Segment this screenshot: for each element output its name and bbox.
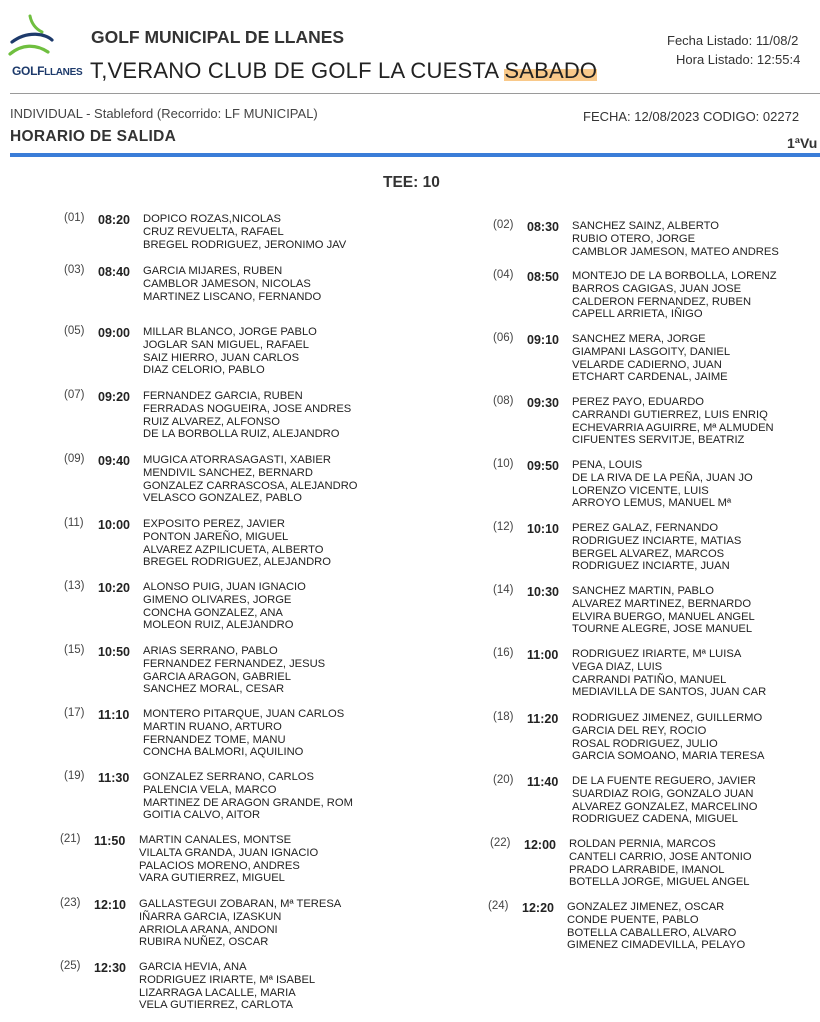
group-number: (11) — [64, 517, 84, 529]
player-name: GOITIA CALVO, AITOR — [143, 809, 261, 822]
group-time: 08:50 — [527, 270, 559, 284]
tournament-title — [90, 58, 597, 84]
player-name: MARTIN CANALES, MONTSE — [139, 834, 292, 846]
player-name: PEREZ GALAZ, FERNANDO — [572, 522, 719, 534]
player-name: GIMENEZ CIMADEVILLA, PELAYO — [567, 939, 746, 952]
player-name: GARCIA ARAGON, GABRIEL — [143, 670, 291, 683]
group-time: 12:10 — [94, 898, 126, 912]
player-name: MUGICA ATORRASAGASTI, XABIER — [143, 454, 331, 466]
player-name: BERGEL ALVAREZ, MARCOS — [572, 547, 725, 560]
group-players — [572, 396, 774, 447]
group-time: 09:10 — [527, 333, 559, 347]
player-name: VELA GUTIERREZ, CARLOTA — [139, 999, 293, 1012]
player-name: GONZALEZ SERRANO, CARLOS — [143, 771, 314, 783]
player-name: MENDIVIL SANCHEZ, BERNARD — [143, 466, 313, 479]
group-players — [572, 775, 757, 826]
player-name: CAPELL ARRIETA, IÑIGO — [572, 308, 703, 321]
group-players — [143, 771, 353, 822]
player-name: IÑARRA GARCIA, IZASKUN — [139, 910, 282, 923]
group-players — [139, 834, 318, 885]
group-time: 09:20 — [98, 390, 130, 404]
header-divider — [10, 93, 820, 94]
group-players — [572, 459, 753, 510]
group-players — [567, 901, 745, 952]
group-number: (08) — [493, 395, 514, 407]
player-name: SANCHEZ MARTIN, PABLO — [572, 585, 714, 597]
player-name: RODRIGUEZ IRIARTE, Mª LUISA — [572, 648, 742, 660]
player-name: FERNANDEZ TOME, MANU — [143, 733, 286, 746]
group-number: (14) — [493, 584, 514, 596]
group-players — [139, 961, 315, 1012]
club-logo-text — [12, 64, 82, 78]
logo-text-golf: GOLF — [12, 64, 45, 78]
group-number: (17) — [64, 707, 85, 719]
player-name: CONCHA GONZALEZ, ANA — [143, 606, 283, 619]
player-name: SANCHEZ MERA, JORGE — [572, 333, 706, 345]
player-name: CARRANDI GUTIERREZ, LUIS ENRIQ — [572, 408, 768, 421]
player-name: EXPOSITO PEREZ, JAVIER — [143, 518, 285, 530]
group-number: (10) — [493, 458, 514, 470]
player-name: VILALTA GRANDA, JUAN IGNACIO — [139, 846, 319, 859]
player-name: ALONSO PUIG, JUAN IGNACIO — [143, 581, 306, 593]
tee-label: TEE: 10 — [383, 174, 440, 191]
player-name: PEREZ PAYO, EDUARDO — [572, 396, 704, 408]
group-players — [572, 712, 765, 763]
group-time: 08:40 — [98, 265, 130, 279]
player-name: GONZALEZ CARRASCOSA, ALEJANDRO — [143, 479, 358, 492]
group-number: (15) — [64, 644, 85, 656]
group-number: (02) — [493, 219, 514, 231]
group-number: (24) — [488, 900, 509, 912]
group-time: 12:30 — [94, 961, 126, 975]
player-name: GALLASTEGUI ZOBARAN, Mª TERESA — [139, 898, 342, 910]
club-name: GOLF MUNICIPAL DE LLANES — [91, 27, 345, 47]
group-time: 09:30 — [527, 396, 559, 410]
group-time: 10:20 — [98, 581, 130, 595]
tournament-title-main: T,VERANO CLUB DE GOLF LA CUESTA — [90, 58, 499, 83]
group-players — [139, 898, 341, 949]
group-number: (20) — [493, 774, 514, 786]
player-name: DE LA RIVA DE LA PEÑA, JUAN JO — [572, 471, 753, 484]
group-time: 08:30 — [527, 220, 559, 234]
player-name: ARROYO LEMUS, MANUEL Mª — [572, 497, 732, 510]
player-name: GARCIA DEL REY, ROCIO — [572, 724, 707, 737]
player-name: CONCHA BALMORI, AQUILINO — [143, 746, 304, 759]
player-name: VELARDE CADIERNO, JUAN — [572, 358, 722, 371]
group-players — [572, 648, 766, 699]
group-players — [143, 581, 306, 632]
player-name: CAMBLOR JAMESON, NICOLAS — [143, 277, 311, 290]
group-time: 10:00 — [98, 518, 130, 532]
group-time: 10:30 — [527, 585, 559, 599]
group-players — [143, 326, 317, 377]
player-name: ALVAREZ MARTINEZ, BERNARDO — [572, 597, 752, 610]
group-number: (25) — [60, 960, 81, 972]
player-name: VELASCO GONZALEZ, PABLO — [143, 492, 302, 505]
group-number: (21) — [60, 833, 81, 845]
player-name: PALENCIA VELA, MARCO — [143, 783, 277, 796]
player-name: DOPICO ROZAS,NICOLAS — [143, 213, 282, 225]
group-time: 10:50 — [98, 645, 130, 659]
player-name: BOTELLA JORGE, MIGUEL ANGEL — [569, 876, 750, 889]
group-time: 11:10 — [98, 708, 130, 722]
group-time: 12:20 — [522, 901, 554, 915]
group-players — [143, 265, 321, 303]
group-number: (19) — [64, 770, 85, 782]
player-name: VARA GUTIERREZ, MIGUEL — [139, 872, 285, 885]
player-name: ROSAL RODRIGUEZ, JULIO — [572, 737, 718, 750]
group-players — [572, 585, 755, 636]
player-name: RODRIGUEZ IRIARTE, Mª ISABEL — [139, 973, 316, 986]
player-name: DE LA FUENTE REGUERO, JAVIER — [572, 775, 756, 787]
player-name: MARTIN RUANO, ARTURO — [143, 720, 282, 733]
group-players — [143, 454, 357, 505]
group-time: 09:50 — [527, 459, 559, 473]
player-name: BARROS CAGIGAS, JUAN JOSE — [572, 282, 742, 295]
group-time: 10:10 — [527, 522, 559, 536]
player-name: SUARDIAZ ROIG, GONZALO JUAN — [572, 787, 754, 800]
group-players — [572, 333, 730, 384]
player-name: ARRIOLA ARANA, ANDONI — [139, 923, 278, 936]
group-time: 11:50 — [94, 834, 126, 848]
section-divider — [10, 153, 820, 157]
player-name: RUBIRA NUÑEZ, OSCAR — [139, 936, 269, 949]
group-time: 11:20 — [527, 712, 559, 726]
group-number: (22) — [490, 837, 511, 849]
competition-modality: INDIVIDUAL - Stableford (Recorrido: LF MUNICIPAL) — [10, 106, 318, 121]
player-name: SAIZ HIERRO, JUAN CARLOS — [143, 351, 300, 364]
group-number: (04) — [493, 269, 514, 281]
player-name: RODRIGUEZ JIMENEZ, GUILLERMO — [572, 712, 763, 724]
player-name: CARRANDI PATIÑO, MANUEL — [572, 673, 727, 686]
group-number: (23) — [60, 897, 81, 909]
group-time: 11:40 — [527, 775, 559, 789]
player-name: ROLDAN PERNIA, MARCOS — [569, 838, 716, 850]
player-name: MONTEJO DE LA BORBOLLA, LORENZ — [572, 270, 777, 282]
group-players — [143, 390, 351, 441]
player-name: FERRADAS NOGUEIRA, JOSE ANDRES — [143, 402, 352, 415]
player-name: GARCIA SOMOANO, MARIA TERESA — [572, 750, 765, 763]
group-number: (16) — [493, 647, 514, 659]
group-number: (12) — [493, 521, 514, 533]
player-name: CIFUENTES SERVITJE, BEATRIZ — [572, 434, 745, 447]
group-number: (09) — [64, 453, 85, 465]
player-name: GARCIA HEVIA, ANA — [139, 961, 247, 973]
player-name: MARTINEZ DE ARAGON GRANDE, ROM — [143, 796, 353, 809]
player-name: ELVIRA BUERGO, MANUEL ANGEL — [572, 610, 755, 623]
player-name: DIAZ CELORIO, PABLO — [143, 364, 265, 377]
player-name: LORENZO VICENTE, LUIS — [572, 484, 709, 497]
player-name: PENA, LOUIS — [572, 459, 643, 471]
player-name: PONTON JAREÑO, MIGUEL — [143, 530, 289, 543]
player-name: ARIAS SERRANO, PABLO — [143, 645, 278, 657]
player-name: GARCIA MIJARES, RUBEN — [143, 265, 283, 277]
player-name: CALDERON FERNANDEZ, RUBEN — [572, 295, 752, 308]
group-players — [572, 522, 741, 573]
group-players — [143, 518, 331, 569]
player-name: MONTERO PITARQUE, JUAN CARLOS — [143, 708, 345, 720]
group-number: (13) — [64, 580, 85, 592]
player-name: RODRIGUEZ INCIARTE, JUAN — [572, 560, 730, 573]
group-number: (07) — [64, 389, 85, 401]
group-number: (01) — [64, 212, 85, 224]
group-players — [569, 838, 752, 889]
player-name: RUBIO OTERO, JORGE — [572, 232, 696, 245]
group-players — [143, 708, 344, 759]
player-name: SANCHEZ SAINZ, ALBERTO — [572, 220, 719, 232]
player-name: RODRIGUEZ INCIARTE, MATIAS — [572, 534, 742, 547]
player-name: GIMENO OLIVARES, JORGE — [143, 593, 292, 606]
player-name: ECHEVARRIA AGUIRRE, Mª ALMUDEN — [572, 421, 774, 434]
group-time: 08:20 — [98, 213, 130, 227]
group-time: 09:00 — [98, 326, 130, 340]
player-name: VEGA DIAZ, LUIS — [572, 660, 663, 673]
group-time: 11:00 — [527, 648, 559, 662]
player-name: FERNANDEZ FERNANDEZ, JESUS — [143, 657, 326, 670]
player-name: CRUZ REVUELTA, RAFAEL — [143, 225, 284, 238]
player-name: MOLEON RUIZ, ALEJANDRO — [143, 619, 294, 632]
group-number: (05) — [64, 325, 85, 337]
player-name: DE LA BORBOLLA RUIZ, ALEJANDRO — [143, 428, 340, 441]
player-name: CANTELI CARRIO, JOSE ANTONIO — [569, 850, 752, 863]
section-title: HORARIO DE SALIDA — [10, 128, 177, 145]
player-name: CONDE PUENTE, PABLO — [567, 913, 699, 926]
player-name: RUIZ ALVAREZ, ALFONSO — [143, 415, 280, 428]
round-label: 1ªVu — [787, 135, 818, 151]
player-name: PALACIOS MORENO, ANDRES — [139, 859, 300, 872]
player-name: JOGLAR SAN MIGUEL, RAFAEL — [143, 338, 309, 351]
player-name: ETCHART CARDENAL, JAIME — [572, 371, 728, 384]
player-name: RODRIGUEZ CADENA, MIGUEL — [572, 813, 738, 826]
group-number: (06) — [493, 332, 514, 344]
group-number: (03) — [64, 264, 85, 276]
group-time: 11:30 — [98, 771, 130, 785]
listing-time: Hora Listado: 12:55:4 — [676, 52, 801, 67]
player-name: GONZALEZ JIMENEZ, OSCAR — [567, 901, 725, 913]
player-name: TOURNE ALEGRE, JOSE MANUEL — [572, 623, 753, 636]
listing-date: Fecha Listado: 11/08/2 — [667, 33, 799, 48]
group-time: 12:00 — [524, 838, 556, 852]
player-name: BREGEL RODRIGUEZ, JERONIMO JAV — [143, 238, 347, 251]
player-name: MARTINEZ LISCANO, FERNANDO — [143, 290, 322, 303]
player-name: MEDIAVILLA DE SANTOS, JUAN CAR — [572, 686, 767, 699]
player-name: SANCHEZ MORAL, CESAR — [143, 683, 285, 696]
player-name: PRADO LARRABIDE, IMANOL — [569, 863, 725, 876]
player-name: FERNANDEZ GARCIA, RUBEN — [143, 390, 303, 402]
player-name: LIZARRAGA LACALLE, MARIA — [139, 986, 296, 999]
event-date-code: FECHA: 12/08/2023 CODIGO: 02272 — [583, 109, 800, 124]
player-name: CAMBLOR JAMESON, MATEO ANDRES — [572, 245, 779, 258]
tournament-day-highlight: SABADO — [504, 58, 598, 83]
player-name: BREGEL RODRIGUEZ, ALEJANDRO — [143, 556, 331, 569]
group-players — [572, 220, 779, 258]
group-number: (18) — [493, 711, 514, 723]
group-time: 09:40 — [98, 454, 130, 468]
player-name: ALVAREZ GONZALEZ, MARCELINO — [572, 800, 758, 813]
group-players — [143, 213, 346, 251]
player-name: ALVAREZ AZPILICUETA, ALBERTO — [143, 543, 324, 556]
player-name: BOTELLA CABALLERO, ALVARO — [567, 926, 737, 939]
player-name: MILLAR BLANCO, JORGE PABLO — [143, 326, 317, 338]
group-players — [143, 645, 325, 696]
logo-text-llanes: LLANES — [44, 67, 83, 78]
group-players — [572, 270, 777, 321]
player-name: GIAMPANI LASGOITY, DANIEL — [572, 345, 731, 358]
